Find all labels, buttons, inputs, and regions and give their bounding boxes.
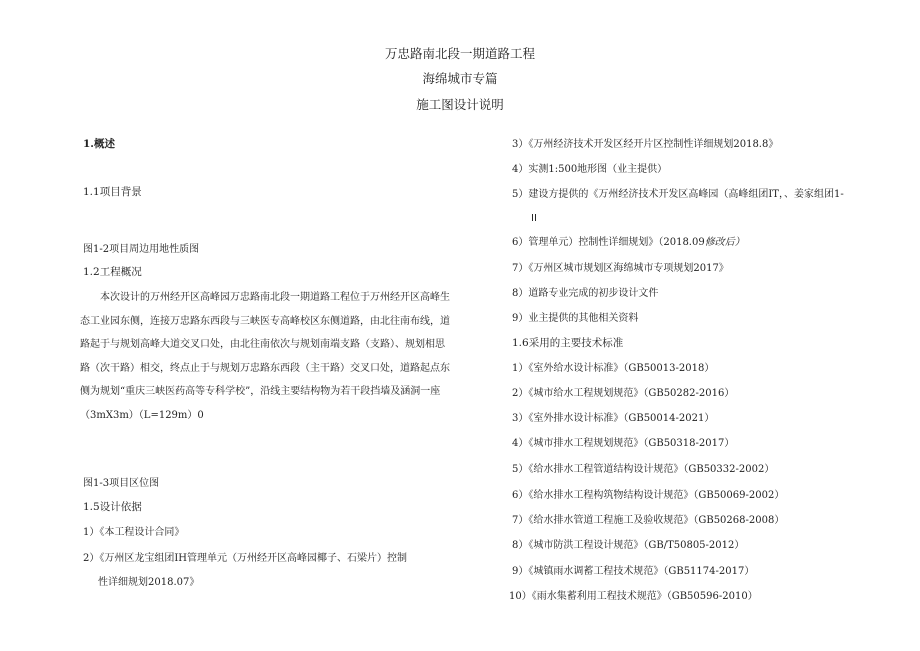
basis-item-7: 7）《万州区城市规划区海绵城市专项规划2017》 <box>512 263 729 274</box>
basis-item-6-text: 6）管理单元）控制性详细规划》（2018.09 <box>512 237 705 248</box>
standard-item: 1）《室外给水设计标准》（GB50013-2018） <box>512 363 715 374</box>
section-heading-1: 1.概述 <box>83 138 115 150</box>
basis-item-2-cont: 性详细规划2018.07》 <box>98 577 200 588</box>
standard-item: 6）《给水排水工程构筑物结构设计规范》（GB50069-2002） <box>512 490 785 501</box>
standard-item: 7）《给水排水管道工程施工及验收规范》（GB50268-2008） <box>512 515 785 526</box>
project-overview-paragraph: 本次设计的万州经开区高峰园万忠路南北段一期道路工程位于万州经开区高峰生态工业园东侧，连接万忠路东西段与三峡医专高峰校区东侧道路，由北往南布线，道路起于与规划高峰大道交叉口处，由北往南依次与规划南端支路（支路）、规划相思路（次干路）相交，终点止于与规划万忠路东西段（主干路）交叉口处，道路起点东侧为规划“重庆三峡医药高等专科学校”，沿线主要结构物为若干段挡墙及涵洞一座（3mX3m）（L=129m）0 <box>80 292 450 421</box>
basis-item-8: 8）道路专业完成的初步设计文件 <box>512 288 659 299</box>
document-heading: 施工图设计说明 <box>416 97 504 112</box>
standard-item: 8）《城市防洪工程设计规范》（GB/T50805-2012） <box>512 540 745 551</box>
standard-item: 3）《室外排水设计标准》（GB50014-2021） <box>512 413 715 424</box>
basis-item-5: 5）建设方提供的《万州经济技术开发区高峰园（高峰组团IT，、姜家组团1- <box>512 189 844 200</box>
section-heading-1-1: 1.1项目背景 <box>83 186 142 198</box>
figure-caption-1-3: 图1-3项目区位图 <box>83 478 160 489</box>
basis-item-5-cont: II <box>531 213 537 224</box>
section-heading-1-6: 1.6采用的主要技术标准 <box>512 337 624 349</box>
section-heading-1-5: 1.5设计依据 <box>83 501 142 513</box>
standard-item: 4）《城市排水工程规划规范》（GB50318-2017） <box>512 438 735 449</box>
document-subtitle: 海绵城市专篇 <box>422 71 498 86</box>
basis-item-6 <box>512 236 745 249</box>
standard-item: 2）《城市给水工程规划规范》（GB50282-2016） <box>512 388 735 399</box>
section-heading-1-2: 1.2工程概况 <box>83 266 142 278</box>
basis-item-9: 9）业主提供的其他相关资料 <box>512 313 639 324</box>
basis-item-1: 1）《本工程设计合同》 <box>83 527 185 538</box>
standard-item: 10）《雨水集蓄利用工程技术规范》（GB50596-2010） <box>509 591 758 602</box>
document-title: 万忠路南北段一期道路工程 <box>384 46 535 61</box>
basis-item-6-note: 修改后） <box>704 237 745 248</box>
basis-item-2: 2）《万州区龙宝组团IH管理单元（万州经开区高峰园椰子、石梁片）控制 <box>83 553 408 564</box>
basis-item-3: 3）《万州经济技术开发区经开片区控制性详细规划2018.8》 <box>512 139 779 150</box>
figure-caption-1-2: 图1-2项目周边用地性质图 <box>83 244 200 255</box>
standard-item: 5）《给水排水工程管道结构设计规范》（GB50332-2002） <box>512 464 775 475</box>
standard-item: 9）《城镇雨水调蓄工程技术规范》（GB51174-2017） <box>512 566 755 577</box>
basis-item-4: 4）实测1:500地形图（业主提供） <box>512 164 668 175</box>
